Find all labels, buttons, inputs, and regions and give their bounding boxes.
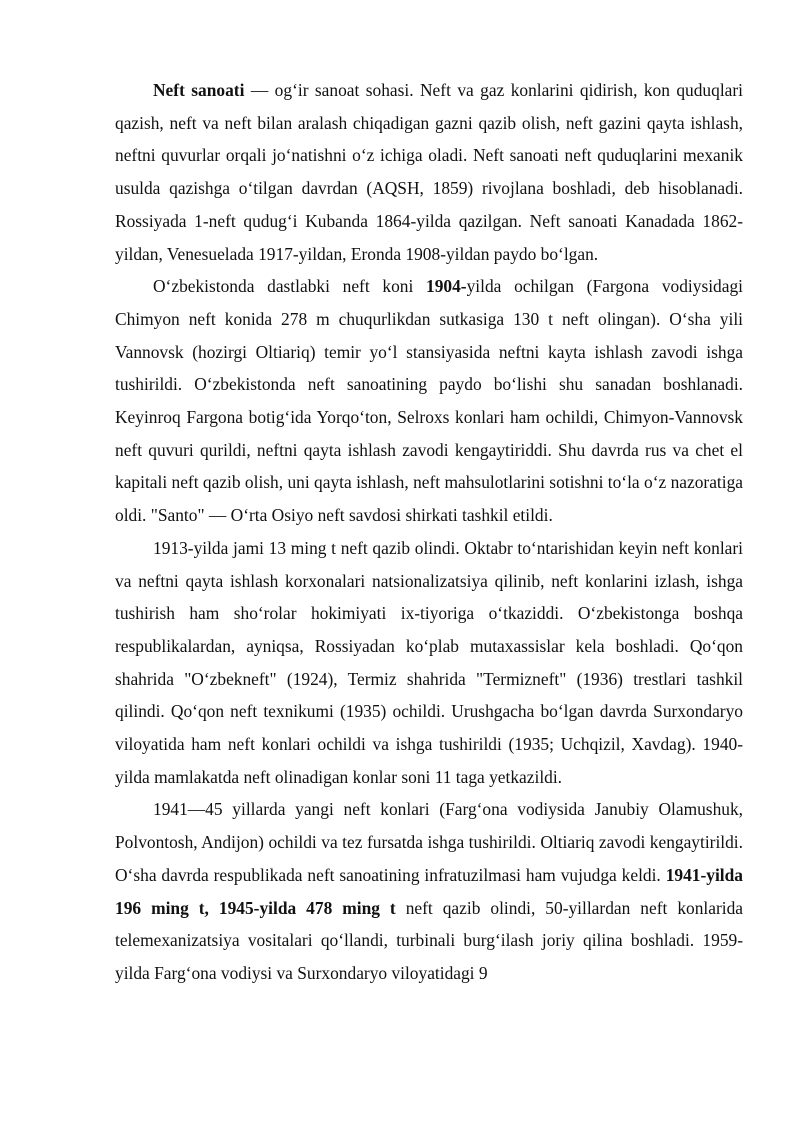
term-neft-sanoati: Neft sanoati — [153, 80, 245, 100]
paragraph-text: — og‘ir sanoat sohasi. Neft va gaz konlarini qidirish, kon quduqlari qazish, neft va neft bilan aralash chiqadigan gazni qazib olish, neft gazini qayta ishlash, neftni quvurlar orqali jo‘natishni o‘z ichiga oladi. Neft sanoati neft quduqlarini mexanik usulda qazishga o‘tilgan davrdan (AQSH, 1859) rivojlana boshladi, deb hisoblanadi. Rossiyada 1-neft qudug‘i Kubanda 1864-yilda qazilgan. Neft sanoati Kanadada 1862-yildan, Venesuelada 1917-yildan, Eronda 1908-yildan paydo bo‘lgan. — [115, 80, 743, 264]
paragraph-text: 1913-yilda jami 13 ming t neft qazib olindi. Oktabr to‘ntarishidan keyin neft konlari va neftni qayta ishlash korxonalari natsionalizatsiya qilinib, neft konlarini izlash, ishga tushirish ham sho‘rolar hokimiyati ix-tiyoriga o‘tkaziddi. O‘zbekistonga boshqa respublikalardan, ayniqsa, Rossiyadan ko‘plab mutaxassislar kela boshladi. Qo‘qon shahrida "O‘zbekneft" (1924), Termiz shahrida "Termizneft" (1936) trestlari tashkil qilindi. Qo‘qon neft texnikumi (1935) ochildi. Urushgacha bo‘lgan davrda Surxondaryo viloyatida ham neft konlari ochildi va ishga tushirildi (1935; Uchqizil, Xavdag). 1940-yilda mamlakatda neft olinadigan konlar soni 11 taga yetkazildi. — [115, 537, 743, 787]
paragraph-neft-sanoati — [115, 74, 743, 270]
bold-year-1904: 1904- — [426, 276, 467, 297]
paragraph-text: 1941—45 yillarda yangi neft konlari (Farg‘ona vodiysida Janubiy Olamushuk, Polvontosh, Andijon) ochildi va tez fursatda ishga tushirildi. Oltiariq zavodi kengaytirildi. O‘sha davrda respublikada neft sanoatining infratuzilmasi ham vujudga keldi. — [115, 799, 743, 885]
bold-production-figures: 1941-yilda 196 ming t, 1945-yilda 478 ming t — [115, 864, 743, 918]
paragraph-1913 — [115, 532, 743, 794]
paragraph-1941-45 — [115, 793, 743, 989]
paragraph-text: O‘zbekistonda dastlabki neft koni — [153, 276, 427, 297]
paragraph-first-field-1904 — [115, 270, 743, 532]
paragraph-text: yilda ochilgan (Fargona vodiysidagi Chimyon neft konida 278 m chuqurlikdan sutkasiga 130 t neft olingan). O‘sha yili Vannovsk (hozirgi Oltiariq) temir yo‘l stansiyasida neftni kayta ishlash zavodi ishga tushirildi. O‘zbekistonda neft sanoatining paydo bo‘lishi shu sanadan boshlanadi. Keyinroq Fargona botig‘ida Yorqo‘ton, Selroxs konlari ham ochildi, Chimyon-Vannovsk neft quvuri qurildi, neftni qayta ishlash zavodi kengaytiriddi. Shu davrda rus va chet el kapitali neft qazib olish, uni qayta ishlash, neft mahsulotlarini sotishni to‘la o‘z nazoratiga oldi. "Santo" — O‘rta Osiyo neft savdosi shirkati tashkil etildi. — [115, 276, 744, 526]
paragraph-text: neft qazib olindi, 50-yillardan neft konlarida telemexanizatsiya vositalari qo‘llandi, turbinali burg‘ilash joriy qilina boshladi. 1959-yilda Farg‘ona vodiysi va Surxondaryo viloyatidagi 9 — [115, 897, 743, 983]
document-page — [115, 74, 743, 990]
